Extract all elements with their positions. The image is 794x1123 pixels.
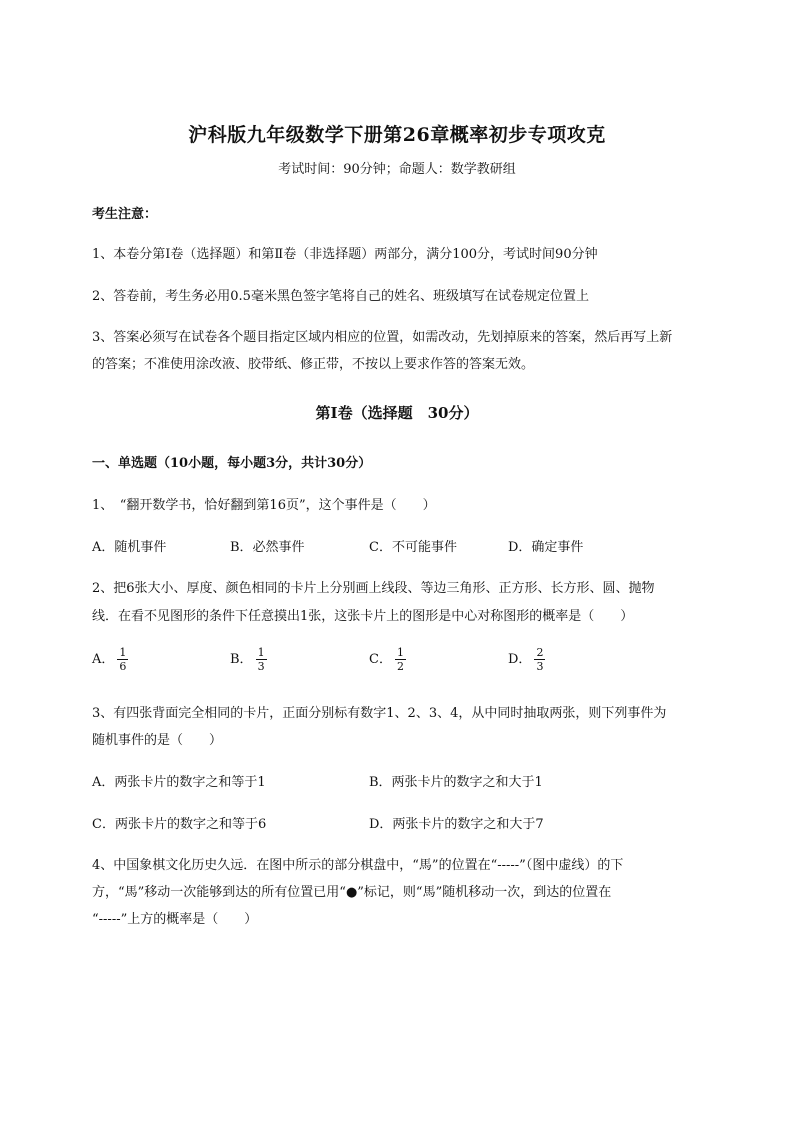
question-3-option-b: B．两张卡片的数字之和大于1 bbox=[369, 775, 543, 790]
question-2-option-c bbox=[369, 646, 406, 673]
question-2-stem-line-1: 2、把6张大小、厚度、颜色相同的卡片上分别画上线段、等边三角形、正方形、长方形、圆、抛物 bbox=[92, 581, 655, 596]
question-2-stem-line-2: 线．在看不见图形的条件下任意摸出1张，这张卡片上的图形是中心对称图形的概率是（ ） bbox=[92, 609, 634, 624]
fraction-numerator: 1 bbox=[396, 646, 404, 659]
fraction-numerator: 1 bbox=[119, 646, 127, 659]
question-3-option-d: D．两张卡片的数字之和大于7 bbox=[369, 817, 544, 832]
fraction bbox=[256, 646, 267, 673]
question-4-stem-line-1: 4、中国象棋文化历史久远．在图中所示的部分棋盘中，“馬”的位置在“-----”（图中虚线）的下 bbox=[92, 858, 624, 873]
question-4-stem-line-2: 方，“馬”移动一次能够到达的所有位置已用“●”标记，则“馬”随机移动一次，到达的位置在 bbox=[92, 885, 612, 900]
fraction bbox=[534, 646, 545, 673]
question-3-stem-line-2: 随机事件的是（ ） bbox=[92, 733, 223, 748]
fraction bbox=[117, 646, 128, 673]
notice-item-3-line-2: 的答案；不准使用涂改液、胶带纸、修正带，不按以上要求作答的答案无效。 bbox=[92, 357, 535, 372]
notice-item-1: 1、本卷分第I卷（选择题）和第Ⅱ卷（非选择题）两部分，满分100分，考试时间90分钟 bbox=[92, 247, 598, 262]
fraction-denominator: 6 bbox=[119, 660, 127, 673]
notice-item-2: 2、答卷前，考生务必用0.5毫米黑色签字笔将自己的姓名、班级填写在试卷规定位置上 bbox=[92, 289, 589, 304]
fraction-denominator: 3 bbox=[257, 660, 265, 673]
question-3-stem-line-1: 3、有四张背面完全相同的卡片，正面分别标有数字1、2、3、4，从中同时抽取两张，则下列事件为 bbox=[92, 706, 667, 721]
fraction-denominator: 2 bbox=[396, 660, 404, 673]
part-heading: 一、单选题（10小题，每小题3分，共计30分） bbox=[92, 456, 372, 471]
option-label: B． bbox=[230, 652, 253, 667]
fraction bbox=[395, 646, 406, 673]
option-label: A． bbox=[92, 652, 115, 667]
notice-item-3-line-1: 3、答案必须写在试卷各个题目指定区域内相应的位置，如需改动，先划掉原来的答案，然后再写上新 bbox=[92, 330, 673, 345]
fraction-numerator: 2 bbox=[536, 646, 544, 659]
question-1-option-b: B．必然事件 bbox=[230, 540, 305, 555]
question-2-option-a bbox=[92, 646, 128, 673]
question-3-option-a: A．两张卡片的数字之和等于1 bbox=[92, 775, 266, 790]
section-title: 第I卷（选择题 30分） bbox=[315, 404, 479, 422]
option-label: C． bbox=[369, 652, 392, 667]
fraction-numerator: 1 bbox=[257, 646, 265, 659]
exam-title: 沪科版九年级数学下册第26章概率初步专项攻克 bbox=[188, 124, 606, 146]
question-1-option-a: A．随机事件 bbox=[92, 540, 167, 555]
notice-heading: 考生注意： bbox=[92, 207, 158, 222]
question-2-option-b bbox=[230, 646, 267, 673]
fraction-denominator: 3 bbox=[536, 660, 544, 673]
question-1-stem: 1、 “翻开数学书，恰好翻到第16页”，这个事件是（ ） bbox=[92, 498, 436, 513]
question-1-option-c: C．不可能事件 bbox=[369, 540, 457, 555]
question-3-option-c: C．两张卡片的数字之和等于6 bbox=[92, 817, 267, 832]
question-4-stem-line-3: “-----”上方的概率是（ ） bbox=[92, 912, 258, 927]
question-1-option-d: D．确定事件 bbox=[508, 540, 584, 555]
question-2-option-d bbox=[508, 646, 545, 673]
option-label: D． bbox=[508, 652, 532, 667]
exam-subtitle: 考试时间：90分钟；命题人：数学教研组 bbox=[278, 162, 516, 177]
